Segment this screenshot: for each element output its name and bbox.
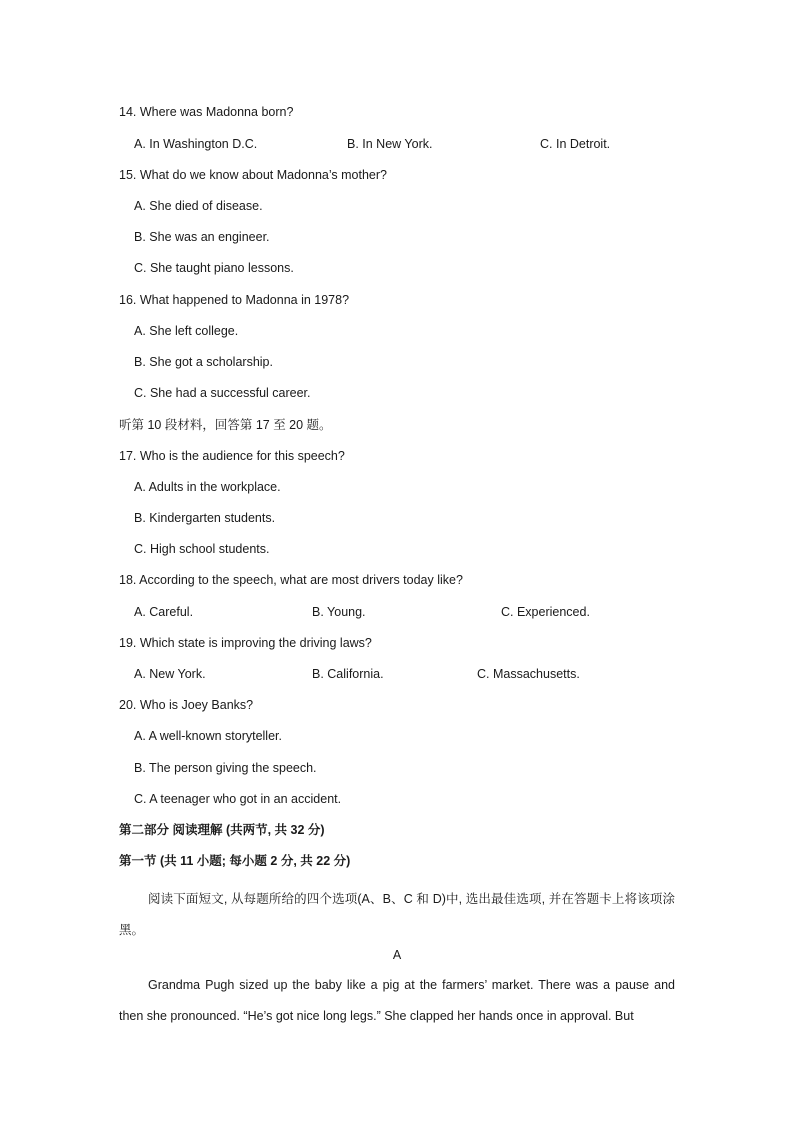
q17-option-c: C. High school students. (134, 542, 270, 556)
passage-text: Grandma Pugh sized up the baby like a pig at the farmers’ market. There was a pause and then she pronounced. “He’s got nice long legs.” She clapped her hands once in approval. But (119, 978, 675, 1023)
q18-option-c: C. Experienced. (501, 605, 590, 619)
question-20: 20. Who is Joey Banks? (119, 698, 254, 712)
q15-option-b: B. She was an engineer. (134, 230, 270, 244)
q16-option-b: B. She got a scholarship. (134, 355, 273, 369)
question-18: 18. According to the speech, what are most drivers today like? (119, 573, 463, 587)
q17-option-a: A. Adults in the workplace. (134, 480, 281, 494)
q20-option-a: A. A well-known storyteller. (134, 729, 282, 743)
passage-label: A (392, 948, 402, 962)
q20-option-b: B. The person giving the speech. (134, 761, 317, 775)
q19-option-a: A. New York. (134, 667, 206, 681)
q14-option-c: C. In Detroit. (540, 137, 611, 151)
question-14: 14. Where was Madonna born? (119, 105, 294, 119)
q15-option-a: A. She died of disease. (134, 199, 263, 213)
q14-option-a: A. In Washington D.C. (134, 137, 258, 151)
q14-option-b: B. In New York. (347, 137, 433, 151)
section-instruction: 听第 10 段材料，回答第 17 至 20 题。 (119, 418, 332, 432)
part2-heading: 第二部分 阅读理解 (共两节, 共 32 分) (119, 823, 325, 837)
q16-option-c: C. She had a successful career. (134, 386, 311, 400)
reading-instruction: 阅读下面短文, 从每题所给的四个选项(A、B、C 和 D)中, 选出最佳选项, 并在答题卡上将该项涂黑。 (119, 892, 675, 937)
q18-option-b: B. Young. (312, 605, 366, 619)
q16-option-a: A. She left college. (134, 324, 239, 338)
question-16: 16. What happened to Madonna in 1978? (119, 293, 350, 307)
q15-option-c: C. She taught piano lessons. (134, 261, 294, 275)
section1-heading: 第一节 (共 11 小题; 每小题 2 分, 共 22 分) (119, 854, 351, 868)
question-17: 17. Who is the audience for this speech? (119, 449, 345, 463)
question-19: 19. Which state is improving the driving laws? (119, 636, 372, 650)
q18-option-a: A. Careful. (134, 605, 194, 619)
q20-option-c: C. A teenager who got in an accident. (134, 792, 342, 806)
q19-option-c: C. Massachusetts. (477, 667, 580, 681)
question-15: 15. What do we know about Madonna’s mother? (119, 168, 387, 182)
q19-option-b: B. California. (312, 667, 384, 681)
q17-option-b: B. Kindergarten students. (134, 511, 276, 525)
